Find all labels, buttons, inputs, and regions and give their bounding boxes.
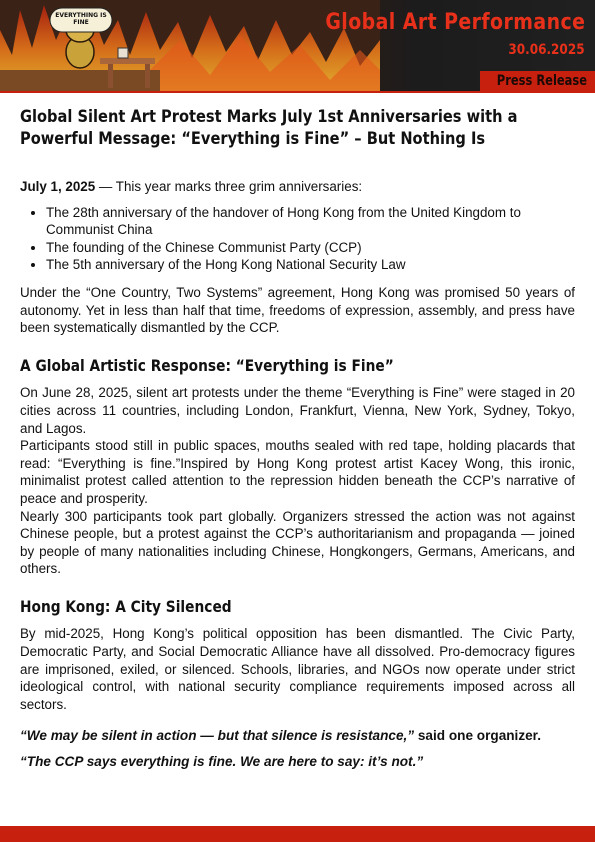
list-item: • The founding of the Chinese Communist Party (CCP) (46, 239, 575, 257)
intro-paragraph (20, 178, 575, 196)
autonomy-paragraph: Under the “One Country, Two Systems” agreement, Hong Kong was promised 50 years of autonomy. Yet in less than half that time, freedoms of expression, assembly, and press have been systematically dismantled by the CCP. (20, 284, 575, 336)
section-heading-hong-kong: Hong Kong: A City Silenced (20, 596, 232, 616)
quote-text: “The CCP says everything is fine. We are here to say: it’s not.” (20, 754, 424, 770)
list-item: • The 5th anniversary of the Hong Kong National Security Law (46, 256, 575, 274)
press-release-label: Press Release (496, 73, 587, 89)
list-item: • The 28th anniversary of the handover of Hong Kong from the United Kingdom to Communist China (46, 204, 575, 239)
quote-attribution: said one organizer. (414, 728, 542, 744)
speech-bubble-text: EVERYTHING IS FINE (55, 12, 107, 26)
release-date: 30.06.2025 (508, 42, 585, 58)
intro-text: — This year marks three grim anniversaries: (95, 179, 363, 194)
body-paragraph: By mid-2025, Hong Kong’s political opposition has been dismantled. The Civic Party, Democratic Party, and Social Democratic Alliance have all dissolved. Pro-democracy figures are imprisoned, exiled, or silenced. Schools, libraries, and NGOs now operate under strict ideological control, with national security compliance requirements imposed across all sectors. (20, 626, 575, 712)
section-heading-global-response: A Global Artistic Response: “Everything is Fine” (20, 355, 394, 375)
anniversary-list (20, 204, 575, 274)
header-banner (0, 0, 595, 93)
footer-bar (0, 826, 595, 842)
quote (20, 727, 575, 745)
quote-text: “We may be silent in action — but that silence is resistance,” (20, 728, 415, 744)
body-paragraph: On June 28, 2025, silent art protests under the theme “Everything is Fine” were staged in 20 cities across 11 countries, including London, Frankfurt, Vienna, New York, Sydney, Tokyo, and Lagos. (20, 385, 575, 436)
brand-title: Global Art Performance (324, 10, 585, 35)
body-paragraph: Participants stood still in public spaces, mouths sealed with red tape, holding placards that read: “Everything is fine.”Inspired by Hong Kong protest artist Kacey Wong, this ironic, minimalist protest called attention to the repression hidden beneath the CCP’s narrative of peace and prosperity. (20, 438, 575, 506)
quote (20, 753, 575, 771)
body-paragraph: Nearly 300 participants took part globally. Organizers stressed the action was not against Chinese people, but a protest against the CCP’s authoritarianism and propaganda — joined by people of many nationalities including Chinese, Hongkongers, Germans, Americans, and others. (20, 508, 575, 577)
headline: Global Silent Art Protest Marks July 1st Anniversaries with a Powerful Message: “Everything is Fine” – But Nothing Is (20, 107, 518, 149)
press-release-tag (480, 71, 595, 93)
article-body (20, 178, 575, 771)
dateline: July 1, 2025 (20, 179, 96, 194)
